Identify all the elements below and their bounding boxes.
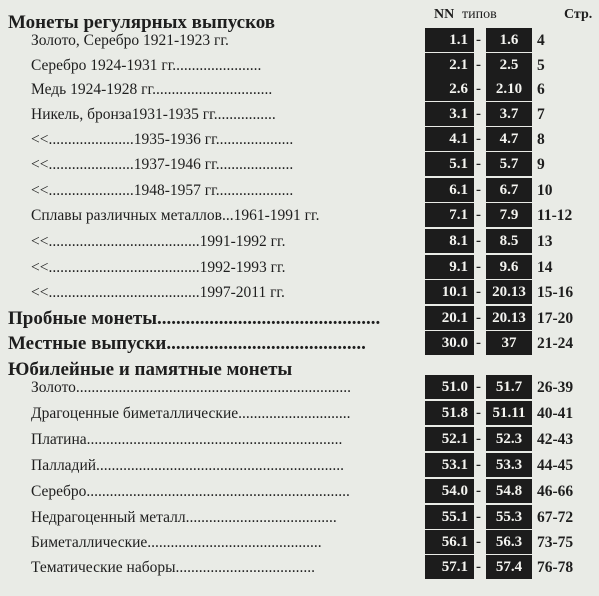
range-dash: -	[476, 457, 481, 473]
page-number: 5	[537, 57, 545, 74]
type-range-start: 2.6	[425, 77, 474, 101]
page-number: 15-16	[537, 284, 574, 301]
section-jubilee-title: Юбилейные и памятные монеты	[8, 359, 293, 380]
type-range-end: 51.11	[486, 401, 532, 425]
page-number: 6	[537, 81, 545, 98]
type-range-start: 4.1	[425, 127, 474, 151]
range-dash: -	[476, 534, 481, 550]
table-row[interactable]	[0, 102, 599, 128]
type-range-start: 10.1	[425, 280, 474, 304]
range-dash: -	[476, 509, 481, 525]
entry-label: Тематические наборы....................................	[31, 559, 316, 576]
type-range-start: 57.1	[425, 555, 474, 579]
type-range-start: 8.1	[425, 229, 474, 253]
page-number: 9	[537, 156, 545, 173]
entry-label: Платина..................................................................	[31, 431, 343, 448]
type-range-end: 20.13	[486, 280, 532, 304]
type-range-start: 30.0	[425, 331, 474, 355]
range-dash: -	[476, 182, 481, 198]
page-number: 11-12	[537, 207, 573, 224]
entry-label: Золото, Серебро 1921-1923 гг.	[31, 32, 229, 49]
type-range-start: 54.0	[425, 479, 474, 503]
type-range-end: 7.9	[486, 203, 532, 227]
type-range-start: 53.1	[425, 453, 474, 477]
entry-label: Серебро 1924-1931 гг.......................	[31, 57, 262, 74]
range-dash: -	[476, 156, 481, 172]
entry-label: Золото.......................................................................	[31, 379, 352, 396]
page-number: 7	[537, 106, 545, 123]
entry-label: Биметаллические.............................................	[31, 534, 322, 551]
entry-label: <<......................1948-1957 гг....................	[31, 182, 294, 199]
entry-label: <<.......................................1991-1992 гг.	[31, 233, 286, 250]
page-number: 14	[537, 259, 553, 276]
range-dash: -	[476, 131, 481, 147]
range-dash: -	[476, 259, 481, 275]
table-row[interactable]	[0, 178, 599, 204]
page-number: 26-39	[537, 379, 574, 396]
entry-label: Серебро....................................................................	[31, 483, 350, 500]
type-range-end: 51.7	[486, 375, 532, 399]
entry-label: Драгоценные биметаллические.............................	[31, 405, 351, 422]
page-number: 76-78	[537, 559, 574, 576]
table-row[interactable]	[0, 306, 599, 332]
type-range-start: 1.1	[425, 28, 474, 52]
table-row[interactable]	[0, 331, 599, 357]
type-range-start: 56.1	[425, 530, 474, 554]
col-page-label: Стр.	[564, 7, 593, 22]
table-row[interactable]	[0, 555, 599, 581]
type-range-start: 7.1	[425, 203, 474, 227]
entry-label: Сплавы различных металлов...1961-1991 гг.	[31, 207, 320, 224]
entry-label: Местные выпуски..........................................	[8, 333, 366, 354]
table-row[interactable]	[0, 401, 599, 427]
entry-label: <<.......................................1992-1993 гг.	[31, 259, 286, 276]
page-number: 42-43	[537, 431, 574, 448]
type-range-end: 3.7	[486, 102, 532, 126]
type-range-end: 5.7	[486, 152, 532, 176]
range-dash: -	[476, 284, 481, 300]
type-range-end: 2.5	[486, 53, 532, 77]
entry-label: Недрагоценный металл.......................................	[31, 509, 337, 526]
type-range-start: 6.1	[425, 178, 474, 202]
page-number: 73-75	[537, 534, 574, 551]
table-row[interactable]	[0, 229, 599, 255]
range-dash: -	[476, 57, 481, 73]
table-row[interactable]	[0, 152, 599, 178]
page-number: 4	[537, 32, 545, 49]
type-range-end: 52.3	[486, 427, 532, 451]
entry-label: <<......................1937-1946 гг....................	[31, 156, 294, 173]
entry-label: Никель, бронза1931-1935 гг................	[31, 106, 276, 123]
table-row[interactable]	[0, 127, 599, 153]
entry-label: <<.......................................1997-2011 гг.	[31, 284, 285, 301]
type-range-end: 1.6	[486, 28, 532, 52]
range-dash: -	[476, 207, 481, 223]
range-dash: -	[476, 32, 481, 48]
table-row[interactable]	[0, 427, 599, 453]
entry-label: Палладий................................................................	[31, 457, 345, 474]
table-row[interactable]	[0, 453, 599, 479]
page-number: 67-72	[537, 509, 574, 526]
type-range-end: 54.8	[486, 479, 532, 503]
range-dash: -	[476, 405, 481, 421]
range-dash: -	[476, 81, 481, 97]
range-dash: -	[476, 233, 481, 249]
table-row[interactable]	[0, 255, 599, 281]
table-row[interactable]	[0, 280, 599, 306]
type-range-end: 57.4	[486, 555, 532, 579]
table-row[interactable]	[0, 28, 599, 54]
range-dash: -	[476, 483, 481, 499]
type-range-end: 2.10	[486, 77, 532, 101]
type-range-end: 37	[486, 331, 532, 355]
type-range-start: 5.1	[425, 152, 474, 176]
range-dash: -	[476, 310, 481, 326]
table-row[interactable]	[0, 530, 599, 556]
entry-label: Медь 1924-1928 гг...............................	[31, 81, 273, 98]
page-number: 13	[537, 233, 553, 250]
type-range-start: 55.1	[425, 505, 474, 529]
range-dash: -	[476, 431, 481, 447]
table-row[interactable]	[0, 479, 599, 505]
page-number: 8	[537, 131, 545, 148]
entry-label: <<......................1935-1936 гг....................	[31, 131, 294, 148]
type-range-end: 9.6	[486, 255, 532, 279]
type-range-end: 56.3	[486, 530, 532, 554]
range-dash: -	[476, 335, 481, 351]
type-range-end: 4.7	[486, 127, 532, 151]
type-range-start: 2.1	[425, 53, 474, 77]
page-number: 44-45	[537, 457, 574, 474]
section-regular-title: Монеты регулярных выпусков	[8, 12, 276, 33]
type-range-start: 9.1	[425, 255, 474, 279]
col-nn-label: NN	[434, 7, 455, 22]
type-range-start: 51.8	[425, 401, 474, 425]
range-dash: -	[476, 106, 481, 122]
col-types-label: типов	[462, 7, 497, 22]
type-range-end: 55.3	[486, 505, 532, 529]
table-row[interactable]	[0, 505, 599, 531]
type-range-end: 53.3	[486, 453, 532, 477]
page-number: 17-20	[537, 310, 574, 327]
page-number: 40-41	[537, 405, 574, 422]
entry-label: Пробные монеты...............................................	[8, 308, 381, 329]
table-row[interactable]	[0, 77, 599, 103]
page-number: 21-24	[537, 335, 574, 352]
type-range-start: 20.1	[425, 306, 474, 330]
type-range-start: 52.1	[425, 427, 474, 451]
type-range-start: 51.0	[425, 375, 474, 399]
table-row[interactable]	[0, 53, 599, 79]
page-number: 10	[537, 182, 553, 199]
type-range-end: 6.7	[486, 178, 532, 202]
type-range-end: 8.5	[486, 229, 532, 253]
range-dash: -	[476, 559, 481, 575]
page-number: 46-66	[537, 483, 574, 500]
range-dash: -	[476, 379, 481, 395]
type-range-start: 3.1	[425, 102, 474, 126]
table-row[interactable]	[0, 203, 599, 229]
type-range-end: 20.13	[486, 306, 532, 330]
